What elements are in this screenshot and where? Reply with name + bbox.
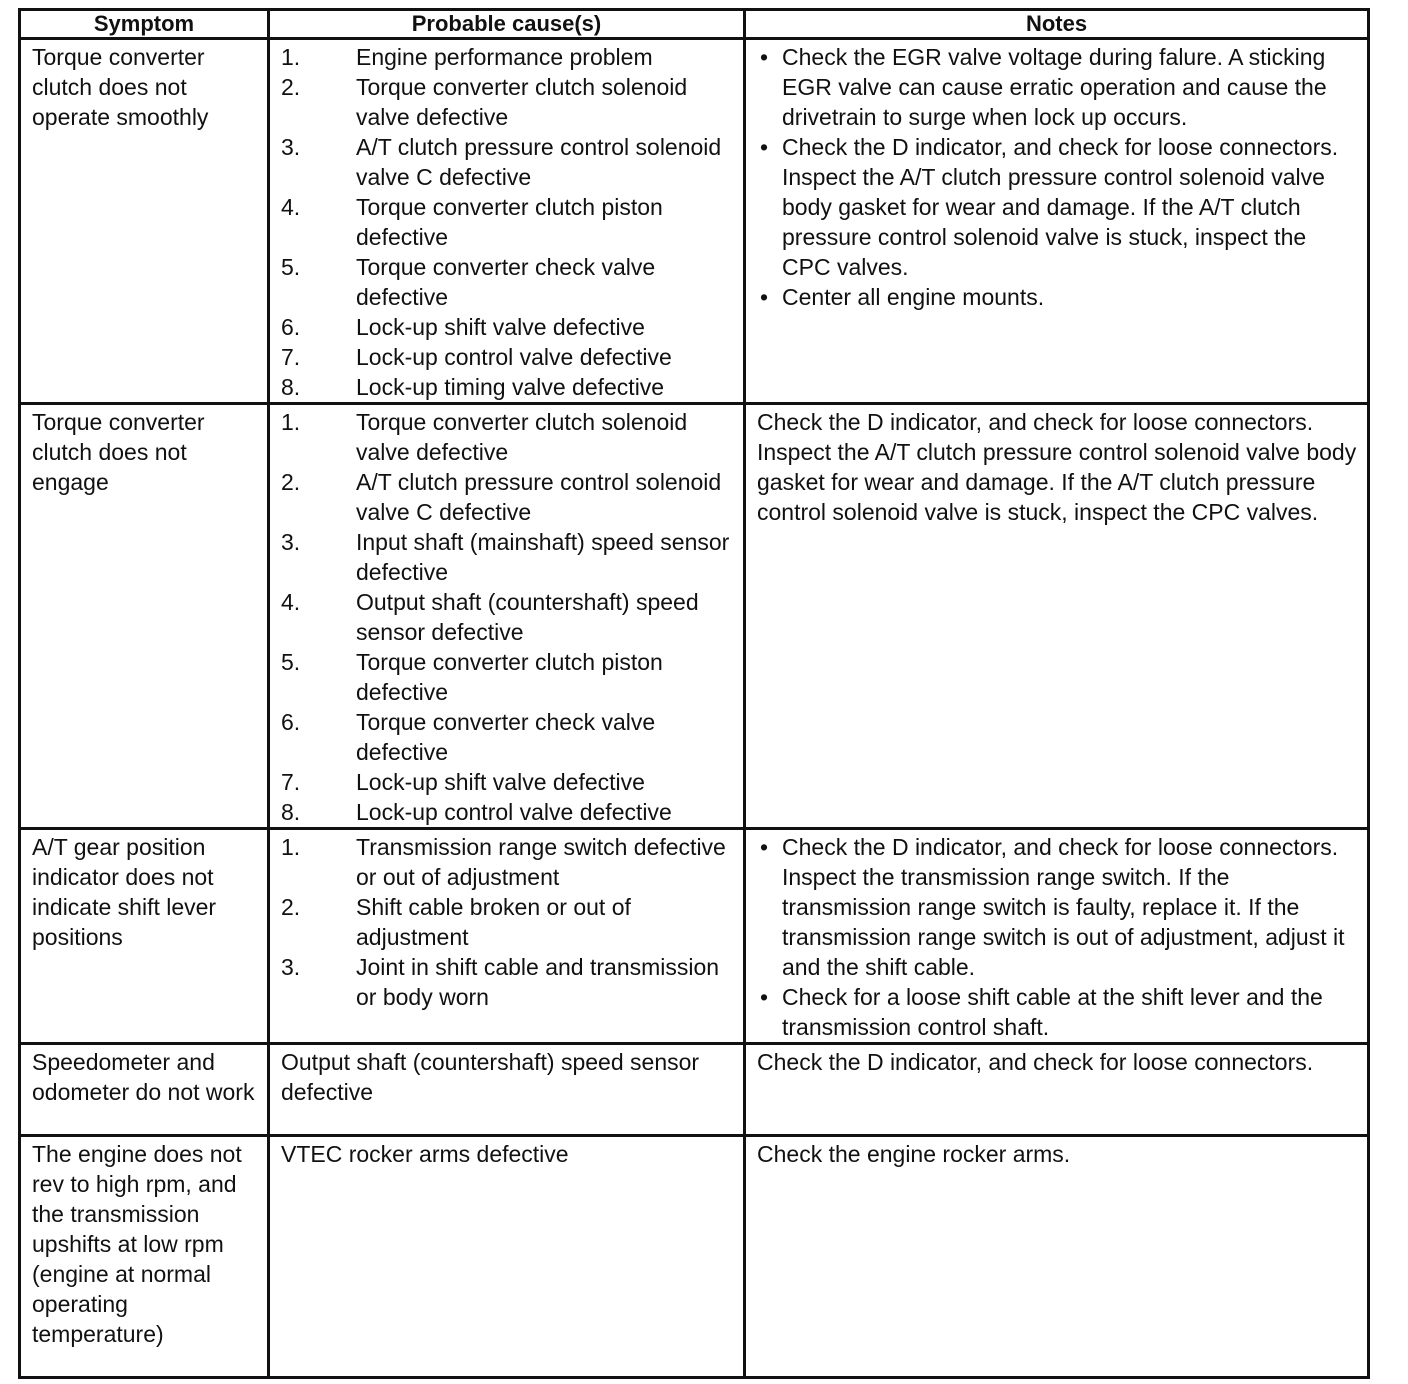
bullet-icon: • [760,834,769,860]
cause-item [281,647,735,707]
cause-number: 8. [281,374,301,400]
cause-text: Torque converter clutch solenoid valve defective [356,409,688,465]
notes-cell: Check the engine rocker arms. [745,1136,1369,1378]
note-text: Check for a loose shift cable at the shift lever and the transmission control shaft. [782,984,1323,1040]
note-text: Check the EGR valve voltage during falure. A sticking EGR valve can cause erratic operation and cause the drivetrain to surge when lock up occurs. [782,44,1327,130]
table-row [20,829,1369,1044]
cause-number: 3. [281,529,301,555]
symptom-cell: The engine does not rev to high rpm, and the transmission upshifts at low rpm (engine at normal operating temperature) [20,1136,269,1378]
bullet-icon: • [760,984,769,1010]
note-text: Center all engine mounts. [782,284,1045,310]
cause-text: Torque converter check valve defective [356,254,656,310]
table-row [20,39,1369,404]
cause-text: Transmission range switch defective or out of adjustment [356,834,726,890]
cause-number: 6. [281,709,301,735]
causes-cell [269,39,745,404]
cause-text: Output shaft (countershaft) speed sensor defective [356,589,699,645]
table-row [20,404,1369,829]
cause-text: A/T clutch pressure control solenoid valve C defective [356,469,722,525]
note-text: Check the D indicator, and check for loose connectors. Inspect the A/T clutch pressure control solenoid valve body gasket for wear and damage. If the A/T clutch pressure control solenoid valve is stuck, inspect the CPC valves. [757,409,1357,525]
cause-item [281,42,735,72]
cause-item [281,527,735,587]
cause-number: 7. [281,769,301,795]
cause-number: 1. [281,44,301,70]
note-item [757,982,1359,1042]
note-item [757,832,1359,982]
note-text: Check the D indicator, and check for loose connectors. Inspect the A/T clutch pressure control solenoid valve body gasket for wear and damage. If the A/T clutch pressure control solenoid valve is stuck, inspect the CPC valves. [782,134,1339,280]
header-notes: Notes [745,10,1369,39]
note-text: Check the D indicator, and check for loose connectors. Inspect the transmission range switch. If the transmission range switch is faulty, replace it. If the transmission range switch is out of adjustment, adjust it and the shift cable. [782,834,1345,980]
cause-list [281,407,735,827]
notes-cell [745,39,1369,404]
cause-item [281,342,735,372]
cause-number: 1. [281,834,301,860]
cause-text: Engine performance problem [356,44,653,70]
bullet-icon: • [760,134,769,160]
notes-cell: Check the D indicator, and check for loose connectors. [745,1044,1369,1136]
cause-number: 5. [281,649,301,675]
cause-text: Lock-up timing valve defective [356,374,665,400]
note-item [757,282,1359,312]
cause-item [281,72,735,132]
cause-text: A/T clutch pressure control solenoid valve C defective [356,134,722,190]
causes-cell [269,404,745,829]
cause-item [281,312,735,342]
note-item [757,132,1359,282]
cause-text: Joint in shift cable and transmission or body worn [356,954,720,1010]
cause-item [281,407,735,467]
causes-cell: VTEC rocker arms defective [269,1136,745,1378]
cause-item [281,797,735,827]
cause-number: 5. [281,254,301,280]
cause-text: Torque converter clutch piston defective [356,649,663,705]
cause-text: Shift cable broken or out of adjustment [356,894,631,950]
cause-text: Lock-up shift valve defective [356,314,645,340]
cause-number: 2. [281,74,301,100]
cause-item [281,132,735,192]
symptom-cell: A/T gear position indicator does not indicate shift lever positions [20,829,269,1044]
header-symptom: Symptom [20,10,269,39]
causes-cell [269,829,745,1044]
cause-number: 1. [281,409,301,435]
notes-cell [745,404,1369,829]
cause-item [281,892,735,952]
symptom-cell: Torque converter clutch does not operate smoothly [20,39,269,404]
cause-item [281,707,735,767]
cause-number: 2. [281,469,301,495]
cause-item [281,372,735,402]
cause-text: Torque converter check valve defective [356,709,656,765]
causes-cell: Output shaft (countershaft) speed sensor defective [269,1044,745,1136]
cause-list [281,42,735,402]
notes-list [757,42,1359,312]
cause-list [281,832,735,1012]
cause-text: Torque converter clutch solenoid valve defective [356,74,688,130]
cause-item [281,192,735,252]
table-row [20,1044,1369,1136]
cause-item [281,952,735,1012]
cause-number: 4. [281,194,301,220]
cause-item [281,832,735,892]
cause-number: 3. [281,134,301,160]
cause-number: 2. [281,894,301,920]
cause-text: Torque converter clutch piston defective [356,194,663,250]
notes-cell [745,829,1369,1044]
notes-list [757,832,1359,1042]
cause-text: Input shaft (mainshaft) speed sensor defective [356,529,730,585]
cause-text: Lock-up control valve defective [356,799,672,825]
troubleshooting-table [18,8,1370,1379]
cause-text: Lock-up shift valve defective [356,769,645,795]
note-item [757,42,1359,132]
table-row [20,1136,1369,1378]
cause-item [281,467,735,527]
header-row [20,10,1369,39]
cause-text: Lock-up control valve defective [356,344,672,370]
cause-item [281,587,735,647]
cause-number: 3. [281,954,301,980]
symptom-cell: Speedometer and odometer do not work [20,1044,269,1136]
cause-item [281,767,735,797]
symptom-cell: Torque converter clutch does not engage [20,404,269,829]
cause-number: 4. [281,589,301,615]
bullet-icon: • [760,284,769,310]
bullet-icon: • [760,44,769,70]
header-probable-causes: Probable cause(s) [269,10,745,39]
cause-number: 8. [281,799,301,825]
cause-number: 6. [281,314,301,340]
cause-number: 7. [281,344,301,370]
cause-item [281,252,735,312]
